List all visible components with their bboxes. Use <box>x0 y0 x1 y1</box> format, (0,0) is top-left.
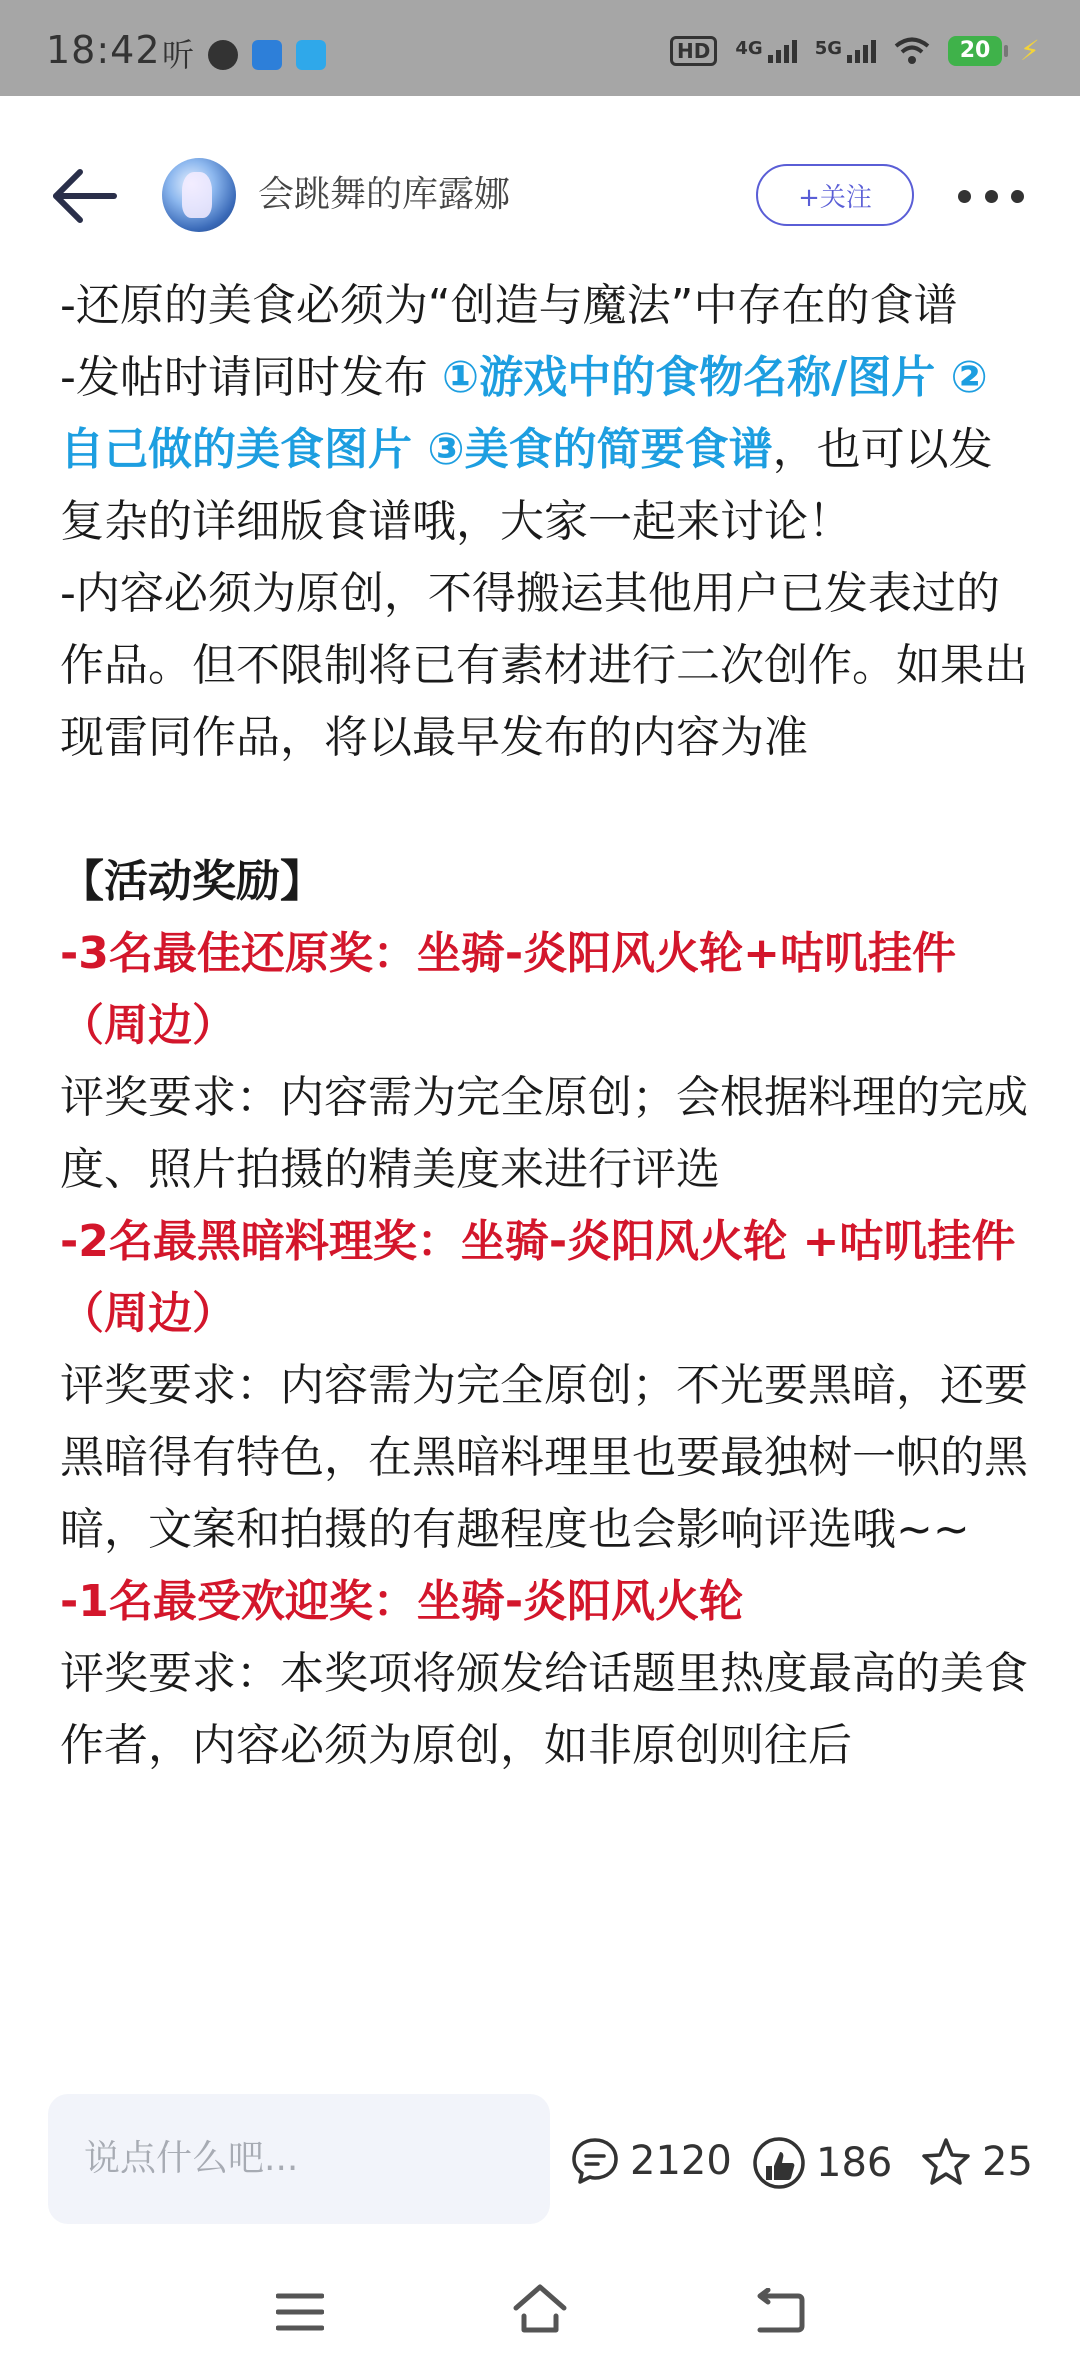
follow-button[interactable]: +关注 <box>756 164 914 226</box>
recent-apps-icon[interactable] <box>276 2292 324 2336</box>
like-stat[interactable] <box>752 2136 892 2190</box>
charging-icon: ⚡ <box>1020 34 1040 67</box>
award-2-requirement: 评奖要求：内容需为完全原创；不光要黑暗，还要黑暗得有特色，在黑暗料理里也要最独树一帜的黑暗，文案和拍摄的有趣程度也会影响评选哦~~ <box>60 1360 1028 1555</box>
app-notification-icon-3 <box>296 40 326 70</box>
app-notification-icon <box>208 40 238 70</box>
status-time: 18:42 <box>46 28 161 72</box>
award-1-title: -3名最佳还原奖：坐骑-炎阳风火轮+咕叽挂件（周边） <box>60 928 957 1051</box>
award-3-title: -1名最受欢迎奖：坐骑-炎阳风火轮 <box>60 1576 744 1627</box>
rule-line-2-prefix: -发帖时请同时发布 <box>60 352 442 403</box>
bottom-action-bar <box>0 2074 1080 2244</box>
award-1-requirement: 评奖要求：内容需为完全原创；会根据料理的完成度、照片拍摄的精美度来进行评选 <box>60 1072 1028 1195</box>
status-bar <box>0 0 1080 96</box>
award-2-title: -2名最黑暗料理奖：坐骑-炎阳风火轮 +咕叽挂件（周边） <box>60 1216 1016 1339</box>
wifi-icon <box>894 37 930 65</box>
like-count: 186 <box>816 2140 893 2186</box>
back-arrow-icon[interactable] <box>48 164 120 228</box>
status-left-icons <box>162 38 326 72</box>
rule-line-2-suffix: ，也可以发复杂的详细版食谱哦，大家一起来讨论！ <box>60 424 993 547</box>
ting-icon: 听 <box>162 36 195 74</box>
comment-count: 2120 <box>630 2138 732 2184</box>
favorite-stat[interactable] <box>920 2136 1033 2188</box>
author-avatar[interactable] <box>162 158 236 232</box>
spacer <box>60 774 1030 846</box>
star-icon <box>920 2136 972 2188</box>
system-back-icon[interactable] <box>752 2288 806 2338</box>
hd-icon: HD <box>670 36 717 66</box>
rewards-heading: 【活动奖励】 <box>60 856 324 907</box>
post-content <box>60 270 1030 1782</box>
signal-4g-icon: 4G <box>735 40 796 63</box>
star-count: 25 <box>982 2139 1033 2185</box>
rule-line-1: -还原的美食必须为“创造与魔法”中存在的食谱 <box>60 280 958 331</box>
more-options-icon[interactable] <box>958 188 1024 204</box>
app-notification-icon-2 <box>252 40 282 70</box>
rule-line-3: -内容必须为原创，不得搬运其他用户已发表过的作品。但不限制将已有素材进行二次创作。如果出现雷同作品，将以最早发布的内容为准 <box>60 568 1028 763</box>
battery-icon: 20 <box>948 36 1002 66</box>
comment-input[interactable]: 说点什么吧... <box>48 2094 550 2224</box>
rule-line-2-highlight: ①游戏中的食物名称/图片 ②自己做的美食图片 ③美食的简要食谱 <box>60 352 988 475</box>
status-right-icons <box>670 36 1040 66</box>
award-3-requirement: 评奖要求：本奖项将颁发给话题里热度最高的美食作者，内容必须为原创，如非原创则往后 <box>60 1648 1028 1771</box>
rule-line-2 <box>60 342 1030 558</box>
system-nav-bar <box>0 2244 1080 2376</box>
comment-icon <box>570 2136 620 2186</box>
post-header <box>0 96 1080 296</box>
signal-5g-icon: 5G <box>815 40 876 63</box>
comment-stat[interactable] <box>570 2136 732 2186</box>
like-icon <box>752 2136 806 2190</box>
author-name[interactable]: 会跳舞的库露娜 <box>258 174 511 215</box>
home-icon[interactable] <box>510 2282 570 2338</box>
